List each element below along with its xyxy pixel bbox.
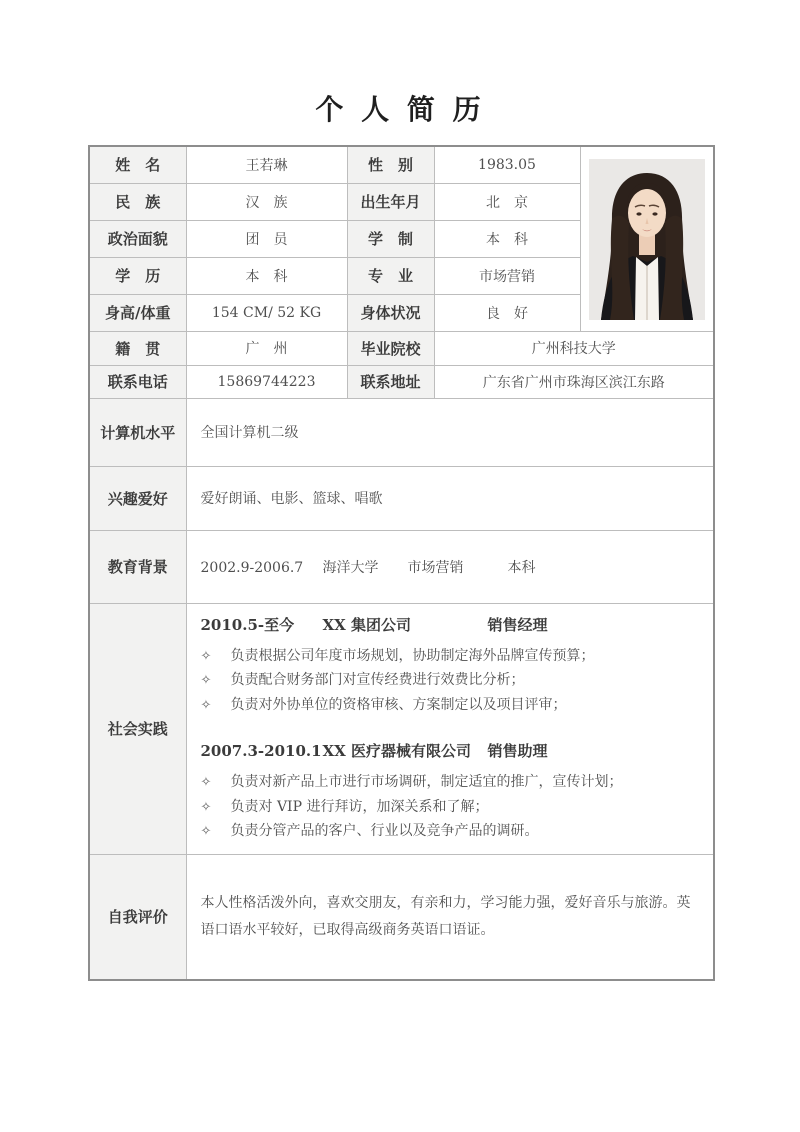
bullet-item bbox=[201, 795, 700, 820]
diamond-bullet-icon: ✧ bbox=[200, 698, 212, 713]
practice-label: 社会实践 bbox=[89, 603, 186, 855]
major-label: 专 业 bbox=[347, 257, 434, 294]
diamond-bullet-icon: ✧ bbox=[200, 774, 212, 790]
graduate-school-label: 毕业院校 bbox=[347, 331, 434, 365]
diamond-bullet-icon: ✧ bbox=[200, 648, 212, 664]
practice-content bbox=[186, 603, 714, 855]
evaluation-content bbox=[186, 855, 714, 980]
computer-level-label: 计算机水平 bbox=[89, 398, 186, 466]
education-school: 海洋大学 bbox=[322, 559, 379, 576]
education-label: 教育背景 bbox=[89, 530, 186, 603]
health-label: 身体状况 bbox=[347, 294, 434, 331]
portrait-photo-graphic bbox=[589, 159, 705, 320]
education-degree: 本科 bbox=[507, 559, 536, 576]
table-row-practice bbox=[89, 603, 714, 855]
diamond-bullet-icon: ✧ bbox=[200, 673, 212, 689]
table-row-phone-address bbox=[89, 365, 714, 398]
table-row-evaluation bbox=[89, 855, 714, 980]
table-row-native-school bbox=[89, 331, 714, 365]
name-value: 王若琳 bbox=[186, 146, 347, 183]
job-bullet-list bbox=[201, 644, 700, 718]
schooling-value: 本 科 bbox=[434, 220, 580, 257]
bullet-item bbox=[201, 770, 700, 795]
bullet-item bbox=[201, 644, 700, 669]
job-period: 2010.5-至今 bbox=[200, 615, 295, 634]
job-header bbox=[201, 740, 700, 761]
gender-label: 性 别 bbox=[347, 146, 434, 183]
job-entry-1 bbox=[201, 614, 700, 718]
table-row-education bbox=[89, 530, 714, 603]
job-title: 销售助理 bbox=[487, 741, 548, 760]
bullet-text: 负责根据公司年度市场规划，协助制定海外品牌宣传预算； bbox=[230, 647, 595, 664]
address-label: 联系地址 bbox=[347, 365, 434, 398]
major-value: 市场营销 bbox=[434, 257, 580, 294]
height-weight-value: 154 CM/ 52 KG bbox=[186, 294, 347, 331]
resume-table bbox=[88, 145, 715, 981]
education-period: 2002.9-2006.7 bbox=[200, 559, 304, 576]
job-bullet-list bbox=[201, 770, 700, 844]
job-title: 销售经理 bbox=[487, 615, 548, 634]
bullet-item bbox=[201, 668, 700, 693]
computer-level-content: 全国计算机二级 bbox=[186, 398, 714, 466]
gender-value: 1983.05 bbox=[434, 146, 580, 183]
bullet-text: 负责对 VIP 进行拜访，加深关系和了解； bbox=[230, 798, 489, 815]
bullet-item bbox=[201, 693, 700, 718]
name-label: 姓 名 bbox=[89, 146, 186, 183]
birthdate-value: 北 京 bbox=[434, 183, 580, 220]
bullet-text: 负责配合财务部门对宣传经费进行效费比分析； bbox=[230, 672, 525, 689]
job-entry-2 bbox=[201, 740, 700, 844]
photo-cell bbox=[580, 146, 714, 331]
birthdate-label: 出生年月 bbox=[347, 183, 434, 220]
phone-label: 联系电话 bbox=[89, 365, 186, 398]
education-entry bbox=[201, 557, 700, 577]
degree-value: 本 科 bbox=[186, 257, 347, 294]
education-content bbox=[186, 530, 714, 603]
ethnicity-label: 民 族 bbox=[89, 183, 186, 220]
phone-value: 15869744223 bbox=[186, 365, 347, 398]
table-row-hobbies bbox=[89, 466, 714, 530]
job-period: 2007.3-2010.1 bbox=[200, 741, 322, 760]
address-value: 广东省广州市珠海区滨江东路 bbox=[434, 365, 714, 398]
id-photo bbox=[589, 159, 705, 320]
bullet-text: 负责分管产品的客户、行业以及竞争产品的调研。 bbox=[230, 823, 539, 840]
evaluation-label: 自我评价 bbox=[89, 855, 186, 980]
native-place-value: 广 州 bbox=[186, 331, 347, 365]
political-status-value: 团 员 bbox=[186, 220, 347, 257]
table-row-computer-level bbox=[89, 398, 714, 466]
job-header bbox=[201, 614, 700, 635]
degree-label: 学 历 bbox=[89, 257, 186, 294]
bullet-item bbox=[201, 819, 700, 844]
education-major: 市场营销 bbox=[407, 559, 464, 576]
hobbies-content: 爱好朗诵、电影、篮球、唱歌 bbox=[186, 466, 714, 530]
graduate-school-value: 广州科技大学 bbox=[434, 331, 714, 365]
health-value: 良 好 bbox=[434, 294, 580, 331]
political-status-label: 政治面貌 bbox=[89, 220, 186, 257]
bullet-text: 负责对外协单位的资格审核、方案制定以及项目评审； bbox=[230, 697, 567, 713]
diamond-bullet-icon: ✧ bbox=[200, 824, 212, 840]
page-title: 个 人 简 历 bbox=[315, 93, 485, 126]
ethnicity-value: 汉 族 bbox=[186, 183, 347, 220]
job-company: XX 集团公司 bbox=[322, 615, 411, 634]
job-company: XX 医疗器械有限公司 bbox=[322, 741, 471, 760]
bullet-text: 负责对新产品上市进行市场调研，制定适宜的推广，宣传计划； bbox=[230, 773, 623, 790]
diamond-bullet-icon: ✧ bbox=[200, 799, 212, 815]
height-weight-label: 身高/体重 bbox=[89, 294, 186, 331]
table-row-name-gender bbox=[89, 146, 714, 183]
native-place-label: 籍 贯 bbox=[89, 331, 186, 365]
hobbies-label: 兴趣爱好 bbox=[89, 466, 186, 530]
evaluation-text: 本人性格活泼外向，喜欢交朋友，有亲和力，学习能力强，爱好音乐与旅游。英语口语水平较好，已取得高级商务英语口语证。 bbox=[200, 895, 691, 938]
schooling-label: 学 制 bbox=[347, 220, 434, 257]
